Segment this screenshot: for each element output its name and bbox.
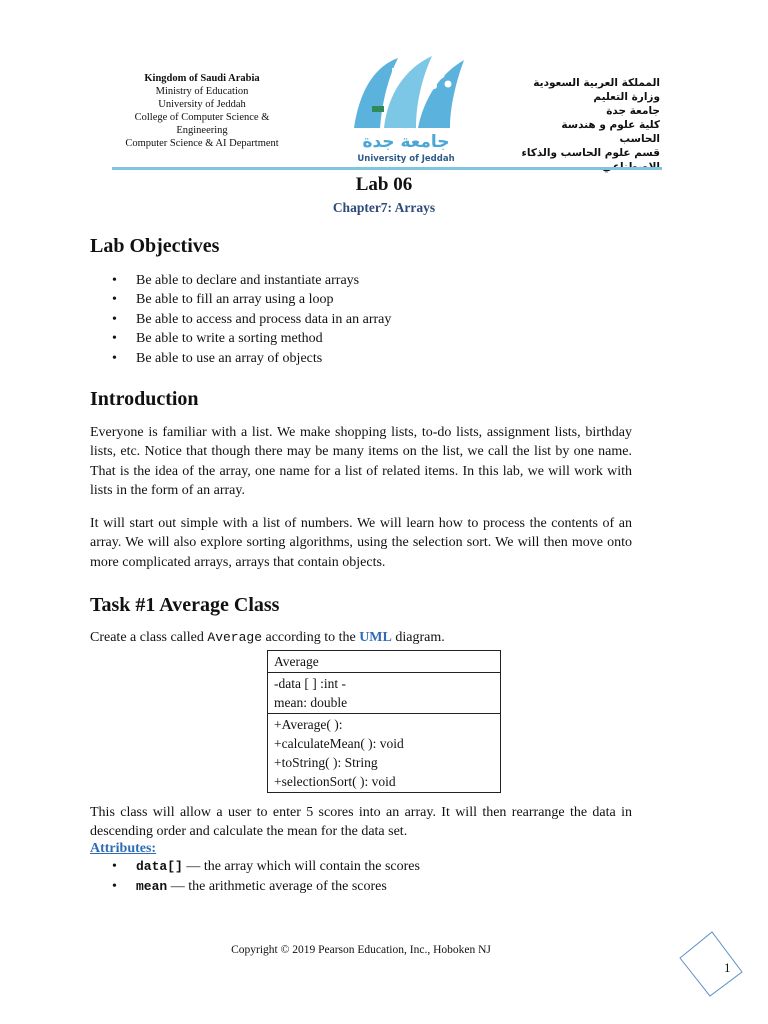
header-right-line: قسم علوم الحاسب والذكاء bbox=[521, 147, 660, 159]
task1-heading: Task #1 Average Class bbox=[90, 594, 280, 616]
attribute-text: — the arithmetic average of the scores bbox=[167, 879, 387, 894]
list-item bbox=[112, 857, 672, 877]
university-logo bbox=[336, 48, 476, 168]
attributes-list bbox=[112, 857, 672, 897]
uml-method: +Average( ): bbox=[274, 717, 343, 732]
header-right-line: جامعة جدة bbox=[606, 105, 660, 117]
page-title: Lab 06 bbox=[355, 174, 413, 195]
uml-method: +toString( ): String bbox=[274, 755, 378, 770]
header-left-block bbox=[112, 72, 292, 150]
header-left-line: University of Jeddah bbox=[158, 99, 246, 110]
header-left-line: Kingdom of Saudi Arabia bbox=[144, 73, 260, 84]
page-number: 1 bbox=[724, 960, 731, 975]
task1-description: This class will allow a user to enter 5 scores into an array. It will then rearrange the data in descending order and calculate the mean for the data set. bbox=[90, 805, 632, 840]
list-item: • Be able to access and process data in an array bbox=[112, 310, 672, 329]
header-right-line: المملكة العربية السعودية bbox=[533, 77, 660, 89]
attribute-text: — the array which will contain the scores bbox=[182, 859, 420, 874]
header-right-line: كلية علوم و هندسة الحاسب bbox=[561, 119, 660, 145]
uml-method: +selectionSort( ): void bbox=[274, 774, 396, 789]
attribute-code: data[] bbox=[136, 859, 183, 874]
objectives-list bbox=[112, 271, 672, 368]
header-left-line: Ministry of Education bbox=[155, 86, 249, 97]
header-left-line: Computer Science & AI Department bbox=[125, 138, 279, 149]
objectives-heading: Lab Objectives bbox=[90, 235, 220, 257]
list-item: • Be able to declare and instantiate arrays bbox=[112, 271, 672, 290]
uml-attribute: -data [ ] :int - bbox=[274, 676, 346, 691]
list-item bbox=[112, 877, 672, 897]
uml-attributes bbox=[268, 672, 500, 713]
task1-intro-text: diagram. bbox=[391, 630, 445, 645]
list-item: • Be able to use an array of objects bbox=[112, 349, 672, 368]
page-number-diamond-icon bbox=[676, 930, 746, 1000]
footer-copyright: Copyright © 2019 Pearson Education, Inc., Hoboken NJ bbox=[231, 944, 491, 956]
introduction-paragraph: Everyone is familiar with a list. We make shopping lists, to-do lists, assignment lists, birthday lists, etc. Notice that though there may be many items on the list, we call the list by one name. That is the idea of the array, one name for a list of related items. In this lab, we will work with lists in the form of an array. bbox=[90, 425, 632, 498]
logo-english-name: University of Jeddah bbox=[357, 154, 455, 164]
uml-attribute: mean: double bbox=[274, 695, 348, 710]
task1-intro bbox=[90, 630, 445, 646]
uml-class-name: Average bbox=[274, 654, 319, 669]
page-subtitle: Chapter7: Arrays bbox=[332, 200, 436, 215]
uml-link[interactable]: UML bbox=[359, 630, 392, 645]
header-left-line: Engineering bbox=[176, 125, 228, 136]
class-name-code: Average bbox=[207, 630, 262, 645]
list-item: • Be able to write a sorting method bbox=[112, 329, 672, 348]
introduction-paragraph: It will start out simple with a list of numbers. We will learn how to process the contents of an array. We will also explore sorting algorithms, using the selection sort. We will then move onto more complicated arrays, arrays that contain objects. bbox=[90, 516, 632, 570]
header-divider bbox=[112, 167, 662, 170]
header-left-line: College of Computer Science & bbox=[134, 112, 270, 123]
header-right-line: وزارة التعليم bbox=[593, 91, 660, 103]
uml-diagram bbox=[267, 650, 501, 793]
logo-arabic-name: جامعة جدة bbox=[362, 132, 450, 152]
header-right-block bbox=[520, 76, 660, 174]
list-item: • Be able to fill an array using a loop bbox=[112, 290, 672, 309]
task1-intro-text: Create a class called bbox=[90, 630, 208, 645]
attributes-heading: Attributes: bbox=[90, 841, 157, 856]
task1-intro-text: according to the bbox=[262, 630, 360, 645]
introduction-heading: Introduction bbox=[90, 388, 199, 410]
uml-method: +calculateMean( ): void bbox=[274, 736, 404, 751]
uml-methods bbox=[268, 713, 500, 792]
attribute-code: mean bbox=[136, 879, 168, 894]
